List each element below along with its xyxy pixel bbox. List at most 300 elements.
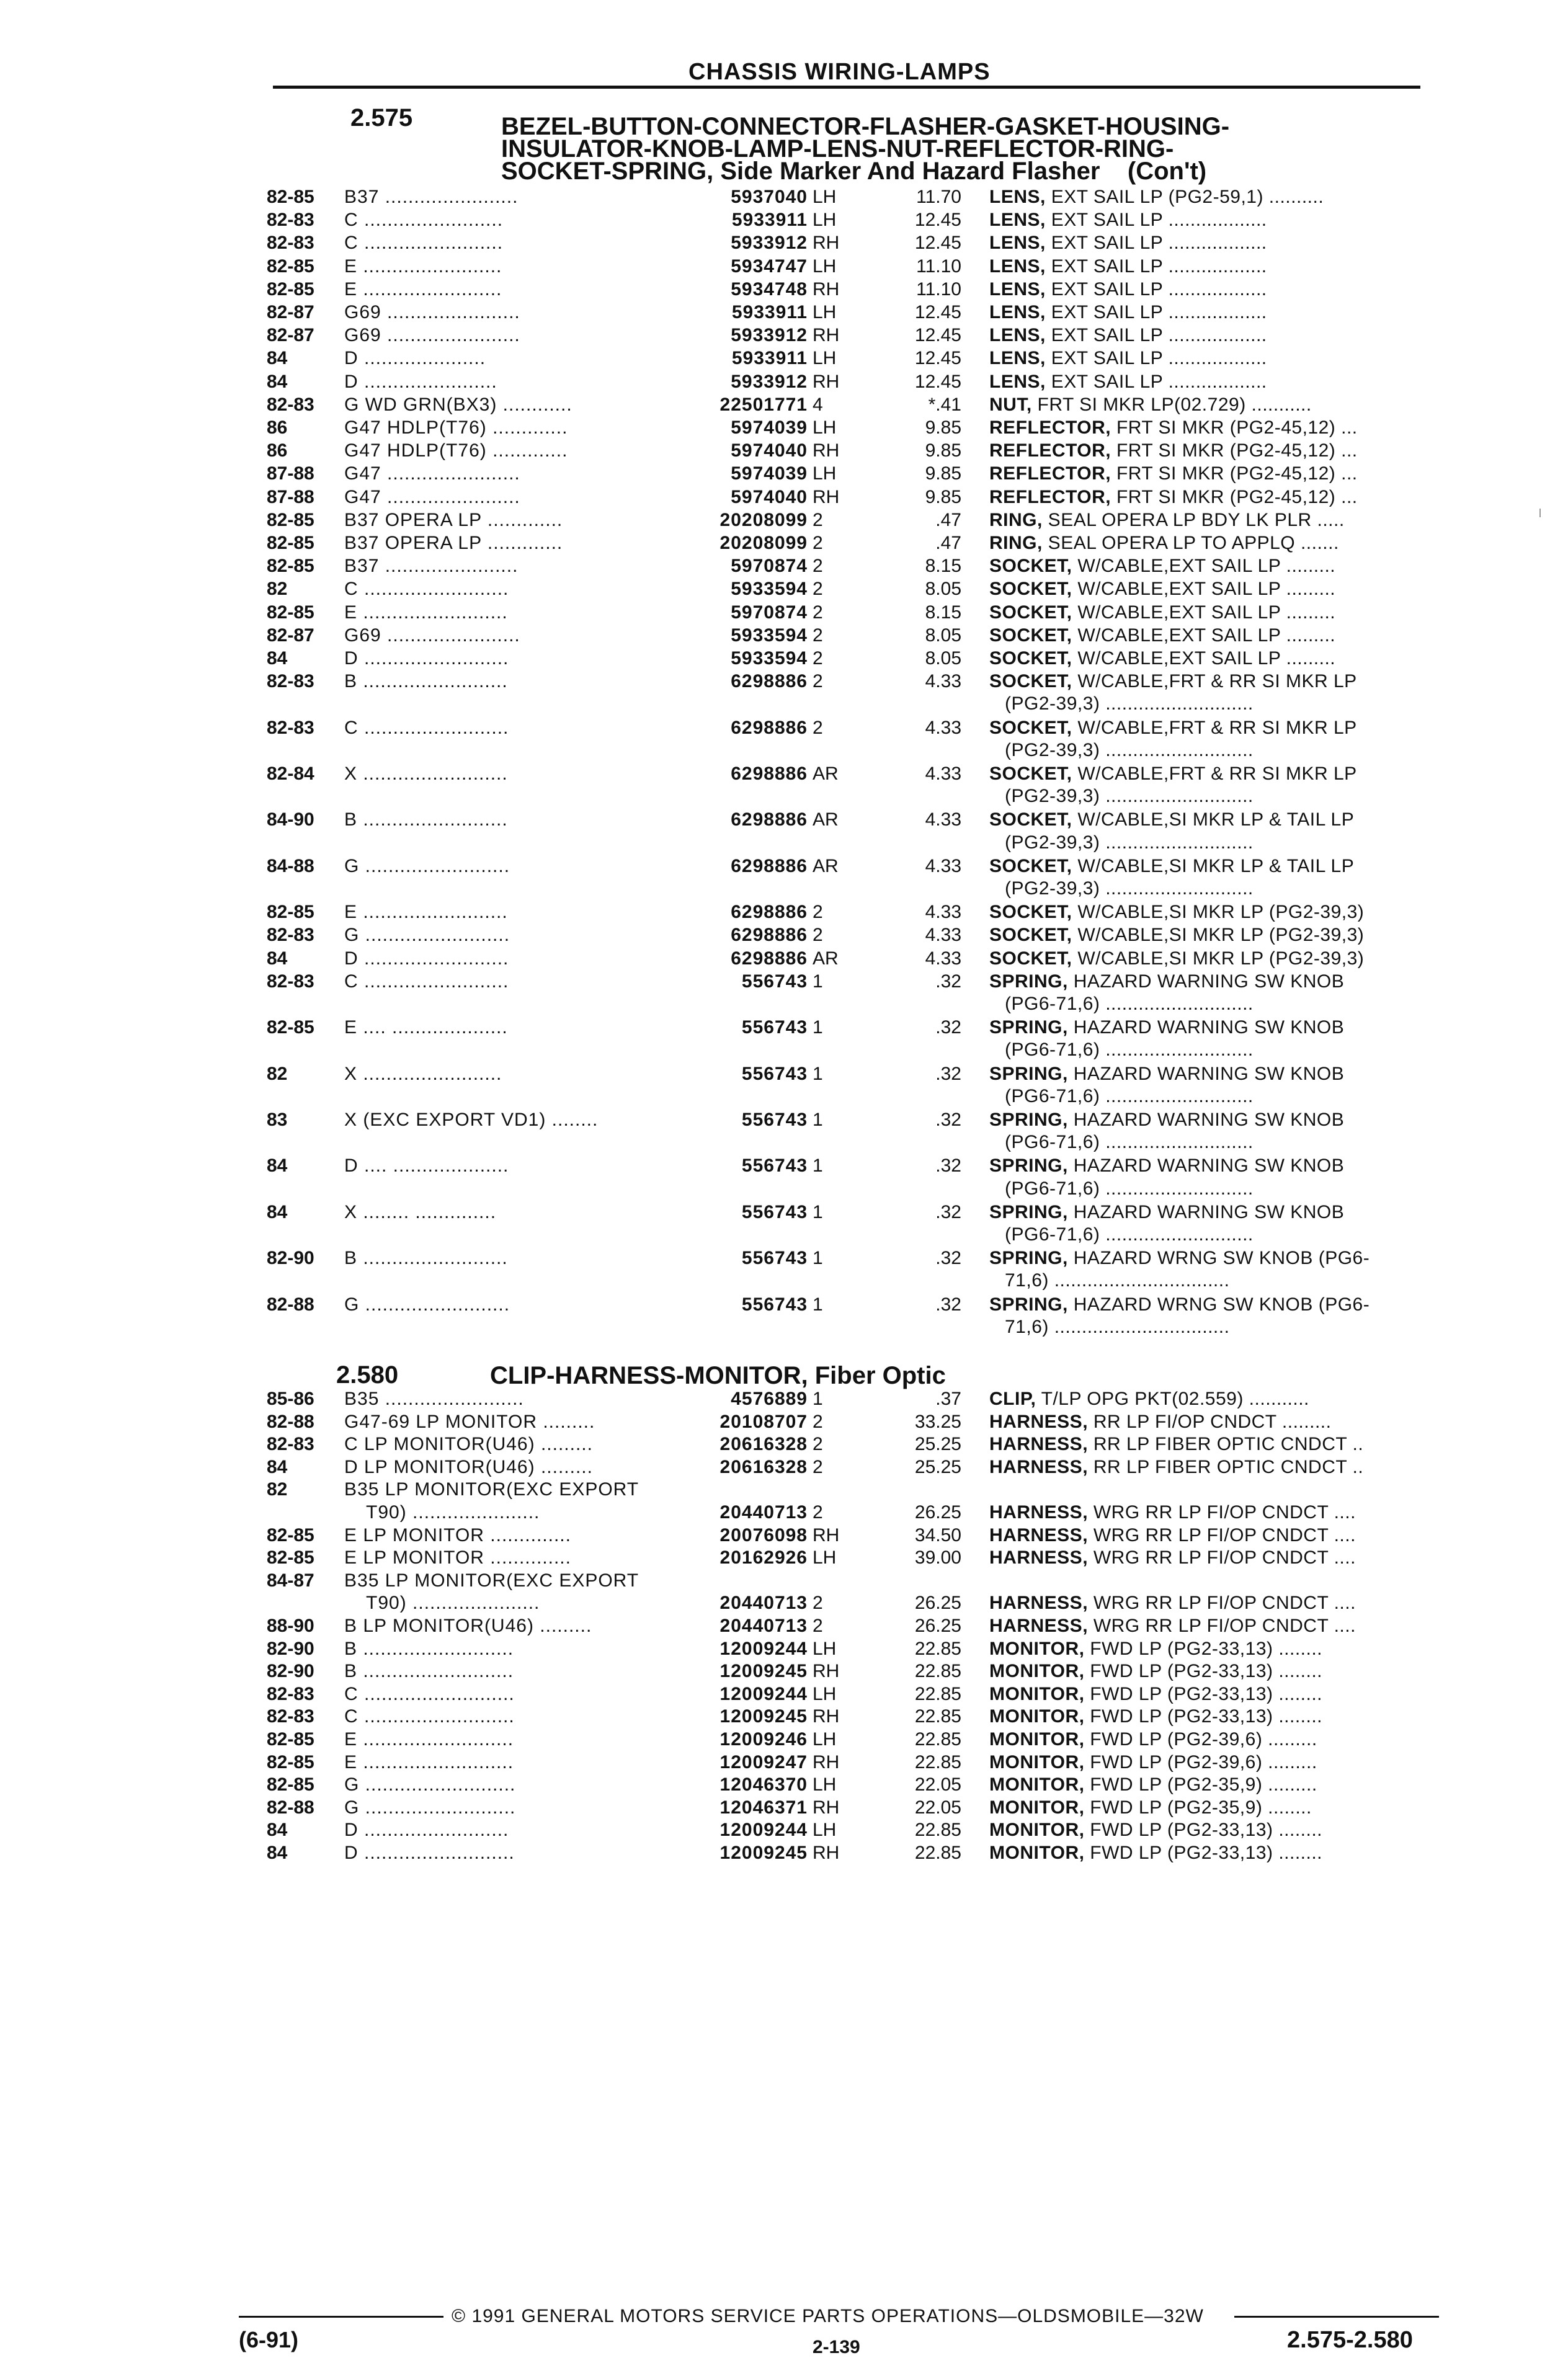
quantity: RH <box>813 371 840 392</box>
quantity: 1 <box>813 1063 823 1084</box>
description <box>989 1728 1436 1751</box>
quantity: 2 <box>813 1593 823 1614</box>
model-years: 86 <box>267 417 288 438</box>
description-item: SOCKET, <box>989 902 1072 923</box>
part-number: 5933912 <box>731 371 808 392</box>
page-header-title: CHASSIS WIRING-LAMPS <box>688 59 991 85</box>
model-years: 84 <box>267 1456 288 1477</box>
model-years: 82-90 <box>267 1248 314 1269</box>
description-continuation: 71,6) ................................ <box>1005 1270 1230 1291</box>
part-number: 12009244 <box>719 1683 808 1704</box>
quantity: LH <box>813 1774 837 1795</box>
description-detail: RR LP FIBER OPTIC CNDCT .. <box>1088 1434 1364 1455</box>
price: 12.45 <box>914 371 961 392</box>
model-years: 85-86 <box>267 1389 314 1409</box>
description-item: LENS, <box>989 187 1046 207</box>
footer-rule-left <box>239 2316 443 2318</box>
description-detail: EXT SAIL LP .................. <box>1045 278 1267 300</box>
description-detail: FRT SI MKR LP(02.729) ........... <box>1031 394 1312 415</box>
footer-section-range: 2.575-2.580 <box>1287 2327 1413 2353</box>
description <box>989 578 1436 600</box>
description-item: LENS, <box>989 210 1046 231</box>
description-item: MONITOR, <box>989 1661 1085 1682</box>
part-number: 6298886 <box>731 855 808 876</box>
price: .47 <box>935 533 961 553</box>
model-years: 82-83 <box>267 1706 314 1727</box>
quantity: 1 <box>813 1389 823 1409</box>
part-number: 6298886 <box>731 948 808 969</box>
description-item: LENS, <box>989 233 1046 254</box>
description <box>989 924 1436 946</box>
model-years: 82-83 <box>267 971 314 992</box>
model-years: 82-83 <box>267 671 314 692</box>
quantity: 4 <box>813 394 823 415</box>
model-code: C ........................ <box>344 210 504 231</box>
model-code: G47 ....................... <box>344 463 520 484</box>
model-code: B .......................... <box>344 1661 514 1682</box>
description-detail: FRT SI MKR (PG2-45,12) ... <box>1111 486 1358 507</box>
description-continuation: (PG6-71,6) ........................... <box>1005 1085 1254 1106</box>
price: 25.25 <box>914 1456 961 1477</box>
description <box>989 1017 1436 1039</box>
quantity: 2 <box>813 671 823 692</box>
quantity: 2 <box>813 1411 823 1432</box>
model-years: 82-85 <box>267 256 314 277</box>
price: 26.25 <box>914 1616 961 1636</box>
description-detail: HAZARD WARNING SW KNOB <box>1067 1110 1345 1130</box>
model-years: 84 <box>267 948 288 969</box>
quantity: 2 <box>813 648 823 669</box>
model-code: D ......................... <box>344 648 509 669</box>
quantity: 2 <box>813 1616 823 1636</box>
quantity: LH <box>813 210 837 231</box>
price: 33.25 <box>914 1411 961 1432</box>
price: 22.85 <box>914 1638 961 1659</box>
description <box>989 509 1436 532</box>
description-continuation: (PG2-39,3) ........................... <box>1005 739 1254 760</box>
model-code: E ........................ <box>344 256 502 277</box>
description <box>989 1247 1436 1270</box>
price: 22.05 <box>914 1797 961 1818</box>
price: .32 <box>935 1248 961 1269</box>
price: .32 <box>935 1294 961 1315</box>
price: 8.15 <box>925 556 961 577</box>
description-item: HARNESS, <box>989 1524 1089 1546</box>
quantity: 2 <box>813 533 823 553</box>
description-detail: EXT SAIL LP .................. <box>1045 325 1267 346</box>
description-detail: W/CABLE,SI MKR LP (PG2-39,3) <box>1072 925 1365 946</box>
model-years: 82-87 <box>267 302 314 323</box>
description-item: HARNESS, <box>989 1456 1089 1477</box>
model-code: D ......................... <box>344 948 509 969</box>
model-code: B ......................... <box>344 671 508 692</box>
price: 8.05 <box>925 579 961 600</box>
quantity: 1 <box>813 1110 823 1130</box>
part-number: 5974040 <box>731 440 808 461</box>
description-detail: FWD LP (PG2-33,13) ........ <box>1084 1661 1323 1682</box>
part-number: 20440713 <box>719 1502 808 1523</box>
description-item: SOCKET, <box>989 625 1072 646</box>
description-item: SPRING, <box>989 1294 1068 1315</box>
price: 12.45 <box>914 302 961 323</box>
description-item: HARNESS, <box>989 1547 1089 1568</box>
part-number: 12009246 <box>719 1729 808 1750</box>
model-years: 82-83 <box>267 210 314 231</box>
model-years: 82-85 <box>267 902 314 923</box>
part-number: 20162926 <box>719 1547 808 1568</box>
model-code: G ......................... <box>344 855 510 876</box>
description-detail: SEAL OPERA LP TO APPLQ ....... <box>1042 533 1339 553</box>
price: 8.05 <box>925 625 961 646</box>
description-item: MONITOR, <box>989 1706 1085 1727</box>
description-item: SOCKET, <box>989 855 1072 876</box>
description <box>989 1547 1436 1569</box>
description <box>989 1683 1436 1706</box>
model-code: E .......................... <box>344 1751 514 1773</box>
price: 4.33 <box>925 948 961 969</box>
description-detail: W/CABLE,SI MKR LP & TAIL LP <box>1072 809 1355 830</box>
price: 26.25 <box>914 1502 961 1523</box>
model-years: 84 <box>267 1155 288 1177</box>
price: 4.33 <box>925 809 961 830</box>
part-number: 12009247 <box>719 1751 808 1773</box>
price: 22.05 <box>914 1774 961 1795</box>
quantity: AR <box>813 948 839 969</box>
model-code: C ........................ <box>344 233 504 254</box>
quantity: 2 <box>813 602 823 623</box>
description <box>989 625 1436 647</box>
description <box>989 1502 1436 1524</box>
description-continuation: (PG6-71,6) ........................... <box>1005 1178 1254 1199</box>
description <box>989 1411 1436 1433</box>
price: .32 <box>935 1017 961 1038</box>
part-number: 6298886 <box>731 902 808 923</box>
price: 9.85 <box>925 417 961 438</box>
quantity: RH <box>813 1524 840 1546</box>
quantity: RH <box>813 1751 840 1773</box>
model-years: 82-85 <box>267 1774 314 1795</box>
description-item: SOCKET, <box>989 556 1072 577</box>
part-number: 20208099 <box>719 533 808 553</box>
model-years: 82-85 <box>267 1017 314 1038</box>
section-title-2-suffix: Fiber Optic <box>808 1362 946 1389</box>
description-item: SPRING, <box>989 1110 1068 1130</box>
description-detail: EXT SAIL LP .................. <box>1045 348 1267 369</box>
description-item: SOCKET, <box>989 925 1072 946</box>
part-number: 556743 <box>741 1155 808 1177</box>
part-number: 5933912 <box>731 233 808 254</box>
description-item: SOCKET, <box>989 763 1072 784</box>
model-years: 84 <box>267 1201 288 1222</box>
model-code: G .......................... <box>344 1774 516 1795</box>
price: 8.15 <box>925 602 961 623</box>
description-detail: WRG RR LP FI/OP CNDCT .... <box>1088 1547 1356 1568</box>
description-item: SOCKET, <box>989 648 1072 669</box>
price: 22.85 <box>914 1843 961 1863</box>
description-item: HARNESS, <box>989 1593 1089 1614</box>
description-continuation: 71,6) ................................ <box>1005 1316 1230 1337</box>
description-detail: EXT SAIL LP .................. <box>1045 302 1267 323</box>
description <box>989 371 1436 393</box>
description <box>989 1592 1436 1614</box>
model-code: C .......................... <box>344 1683 515 1704</box>
model-code: C ......................... <box>344 971 509 992</box>
description <box>989 555 1436 577</box>
model-years: 82-88 <box>267 1294 314 1315</box>
description <box>989 532 1436 554</box>
quantity: LH <box>813 302 837 323</box>
description-item: REFLECTOR, <box>989 440 1111 461</box>
price: 4.33 <box>925 902 961 923</box>
model-code: B35 LP MONITOR(EXC EXPORT <box>344 1570 639 1591</box>
part-number: 556743 <box>741 1063 808 1084</box>
part-number: 20108707 <box>719 1411 808 1432</box>
quantity: LH <box>813 463 837 484</box>
part-number: 12046370 <box>719 1774 808 1795</box>
model-code: B37 OPERA LP ............. <box>344 533 563 553</box>
description <box>989 1638 1436 1660</box>
description <box>989 763 1436 785</box>
part-number: 5933911 <box>731 348 808 369</box>
quantity: 2 <box>813 902 823 923</box>
description-detail: FWD LP (PG2-33,13) ........ <box>1084 1820 1323 1841</box>
quantity: 2 <box>813 509 823 530</box>
description-detail: FWD LP (PG2-39,6) ......... <box>1084 1729 1317 1750</box>
quantity: RH <box>813 1797 840 1818</box>
model-years: 82-90 <box>267 1638 314 1659</box>
description <box>989 232 1436 254</box>
description-detail: W/CABLE,SI MKR LP (PG2-39,3) <box>1072 902 1365 923</box>
model-years: 82-83 <box>267 1683 314 1704</box>
description-detail: EXT SAIL LP .................. <box>1045 233 1267 254</box>
description-item: LENS, <box>989 371 1046 392</box>
part-number: 5974039 <box>731 463 808 484</box>
price: .32 <box>935 1063 961 1084</box>
model-code: C ......................... <box>344 579 509 600</box>
description <box>989 1388 1436 1410</box>
model-code: E .......................... <box>344 1729 514 1750</box>
description <box>989 855 1436 878</box>
description-detail: W/CABLE,SI MKR LP & TAIL LP <box>1072 855 1355 876</box>
model-code: B LP MONITOR(U46) ......... <box>344 1616 592 1636</box>
part-number: 556743 <box>741 1110 808 1130</box>
quantity: RH <box>813 233 840 254</box>
description-item: MONITOR, <box>989 1843 1085 1863</box>
section-title-line-1: BEZEL-BUTTON-CONNECTOR-FLASHER-GASKET-HOUSING- <box>501 113 1230 140</box>
model-years: 82-87 <box>267 325 314 346</box>
part-number: 5974040 <box>731 486 808 507</box>
description <box>989 1109 1436 1131</box>
description-item: LENS, <box>989 256 1046 277</box>
model-code: C LP MONITOR(U46) ......... <box>344 1434 593 1455</box>
description-detail: EXT SAIL LP .................. <box>1045 256 1267 277</box>
section-number: 2.575 <box>350 104 413 131</box>
description <box>989 440 1436 462</box>
model-years: 84 <box>267 1843 288 1863</box>
description-detail: W/CABLE,EXT SAIL LP ......... <box>1072 648 1336 669</box>
description-item: SPRING, <box>989 1063 1068 1084</box>
price: .32 <box>935 1110 961 1130</box>
model-code: G47 HDLP(T76) ............. <box>344 440 568 461</box>
model-code: D ....................... <box>344 371 497 392</box>
price: 12.45 <box>914 210 961 231</box>
description-item: RING, <box>989 533 1043 553</box>
model-code-continued: T90) ...................... <box>366 1593 540 1614</box>
section-title-line-3: SOCKET-SPRING, Side Marker And Hazard Flasher (Con't) <box>501 158 1207 185</box>
part-number: 12046371 <box>719 1797 808 1818</box>
part-number: 556743 <box>741 1248 808 1269</box>
description-item: MONITOR, <box>989 1797 1085 1818</box>
model-years: 84-87 <box>267 1570 314 1591</box>
price: .32 <box>935 1155 961 1177</box>
description <box>989 717 1436 739</box>
part-number: 12009245 <box>719 1843 808 1863</box>
description <box>989 186 1436 208</box>
part-number: 12009245 <box>719 1706 808 1727</box>
description <box>989 1797 1436 1819</box>
model-years: 84 <box>267 371 288 392</box>
model-code: X ........ .............. <box>344 1201 497 1222</box>
quantity: RH <box>813 1661 840 1682</box>
price: .32 <box>935 971 961 992</box>
description-continuation: (PG6-71,6) ........................... <box>1005 994 1254 1014</box>
model-years: 82-87 <box>267 625 314 646</box>
description-detail: FRT SI MKR (PG2-45,12) ... <box>1111 417 1358 438</box>
part-number: 20440713 <box>719 1593 808 1614</box>
quantity: 1 <box>813 1201 823 1222</box>
description-detail: WRG RR LP FI/OP CNDCT .... <box>1088 1616 1356 1636</box>
price: 39.00 <box>914 1547 961 1568</box>
quantity: LH <box>813 1729 837 1750</box>
model-code: X ........................ <box>344 1063 502 1084</box>
model-years: 82-85 <box>267 602 314 623</box>
description-item: HARNESS, <box>989 1502 1089 1523</box>
price: 22.85 <box>914 1820 961 1841</box>
description <box>989 971 1436 993</box>
description-item: SOCKET, <box>989 602 1072 623</box>
model-years: 82-85 <box>267 533 314 553</box>
description <box>989 324 1436 347</box>
model-code: G WD GRN(BX3) ............ <box>344 394 572 415</box>
model-code: E LP MONITOR .............. <box>344 1547 571 1568</box>
part-number: 6298886 <box>731 717 808 738</box>
price: 26.25 <box>914 1593 961 1614</box>
description-detail: HAZARD WRNG SW KNOB (PG6- <box>1067 1294 1370 1315</box>
description-continuation: (PG6-71,6) ........................... <box>1005 1224 1254 1245</box>
footer-date: (6-91) <box>239 2327 299 2352</box>
model-code: X ......................... <box>344 763 508 784</box>
description-item: SPRING, <box>989 1017 1068 1038</box>
quantity: AR <box>813 763 839 784</box>
description-detail: W/CABLE,EXT SAIL LP ......... <box>1072 556 1336 577</box>
description <box>989 209 1436 231</box>
price: 8.05 <box>925 648 961 669</box>
price: 12.45 <box>914 348 961 369</box>
description <box>989 463 1436 485</box>
description <box>989 1660 1436 1683</box>
description-detail: W/CABLE,EXT SAIL LP ......... <box>1072 579 1336 600</box>
part-number: 556743 <box>741 1201 808 1222</box>
part-number: 556743 <box>741 1294 808 1315</box>
price: 12.45 <box>914 233 961 254</box>
description-detail: W/CABLE,FRT & RR SI MKR LP <box>1072 717 1357 738</box>
description-item: SPRING, <box>989 1248 1068 1269</box>
model-code: D ......................... <box>344 1820 509 1841</box>
part-number: 20208099 <box>719 509 808 530</box>
description <box>989 1615 1436 1637</box>
price: 12.45 <box>914 325 961 346</box>
description <box>989 948 1436 970</box>
quantity: RH <box>813 1706 840 1727</box>
description-detail: W/CABLE,SI MKR LP (PG2-39,3) <box>1072 948 1365 969</box>
model-code: G69 ....................... <box>344 302 520 323</box>
quantity: 1 <box>813 1248 823 1269</box>
description-detail: W/CABLE,FRT & RR SI MKR LP <box>1072 671 1357 692</box>
description-item: LENS, <box>989 302 1046 323</box>
description-item: SOCKET, <box>989 671 1072 692</box>
quantity: 1 <box>813 971 823 992</box>
description <box>989 394 1436 416</box>
model-years: 82 <box>267 1063 288 1084</box>
model-years: 82-88 <box>267 1797 314 1818</box>
description <box>989 602 1436 624</box>
part-number: 5933594 <box>731 579 808 600</box>
model-years: 82-83 <box>267 1434 314 1455</box>
part-number: 20076098 <box>719 1524 808 1546</box>
description-detail: FRT SI MKR (PG2-45,12) ... <box>1111 440 1358 461</box>
model-years: 84 <box>267 1820 288 1841</box>
description-item: NUT, <box>989 394 1032 415</box>
quantity: RH <box>813 486 840 507</box>
model-code: D .......................... <box>344 1843 515 1863</box>
part-number: 12009244 <box>719 1820 808 1841</box>
description <box>989 1456 1436 1479</box>
model-years: 82-85 <box>267 509 314 530</box>
model-years: 88-90 <box>267 1616 314 1636</box>
model-code: G47 HDLP(T76) ............. <box>344 417 568 438</box>
model-code: B ......................... <box>344 1248 508 1269</box>
part-number: 6298886 <box>731 809 808 830</box>
description <box>989 1751 1436 1774</box>
description-detail: T/LP OPG PKT(02.559) ........... <box>1036 1389 1309 1409</box>
description-detail: FWD LP (PG2-35,9) ......... <box>1084 1774 1317 1795</box>
model-years: 84-90 <box>267 809 314 830</box>
part-number: 20440713 <box>719 1616 808 1636</box>
description-item: HARNESS, <box>989 1411 1089 1432</box>
quantity: LH <box>813 417 837 438</box>
section-title-line-2: INSULATOR-KNOB-LAMP-LENS-NUT-REFLECTOR-RING- <box>501 135 1174 162</box>
description-item: SPRING, <box>989 971 1068 992</box>
description <box>989 486 1436 509</box>
description-item: HARNESS, <box>989 1616 1089 1636</box>
part-number: 5933911 <box>731 302 808 323</box>
model-years: 84 <box>267 648 288 669</box>
description <box>989 1524 1436 1547</box>
quantity: AR <box>813 809 839 830</box>
part-number: 5937040 <box>731 187 808 207</box>
part-number: 20616328 <box>719 1456 808 1477</box>
price: 4.33 <box>925 925 961 946</box>
part-number: 6298886 <box>731 925 808 946</box>
description-detail: RR LP FIBER OPTIC CNDCT .. <box>1088 1456 1364 1477</box>
quantity: 2 <box>813 925 823 946</box>
description-detail: FRT SI MKR (PG2-45,12) ... <box>1111 463 1358 484</box>
description-item: LENS, <box>989 278 1046 300</box>
description-detail: FWD LP (PG2-33,13) ........ <box>1084 1706 1323 1727</box>
part-number: 5933594 <box>731 648 808 669</box>
model-years: 82 <box>267 579 288 600</box>
description-detail: WRG RR LP FI/OP CNDCT .... <box>1088 1502 1356 1523</box>
